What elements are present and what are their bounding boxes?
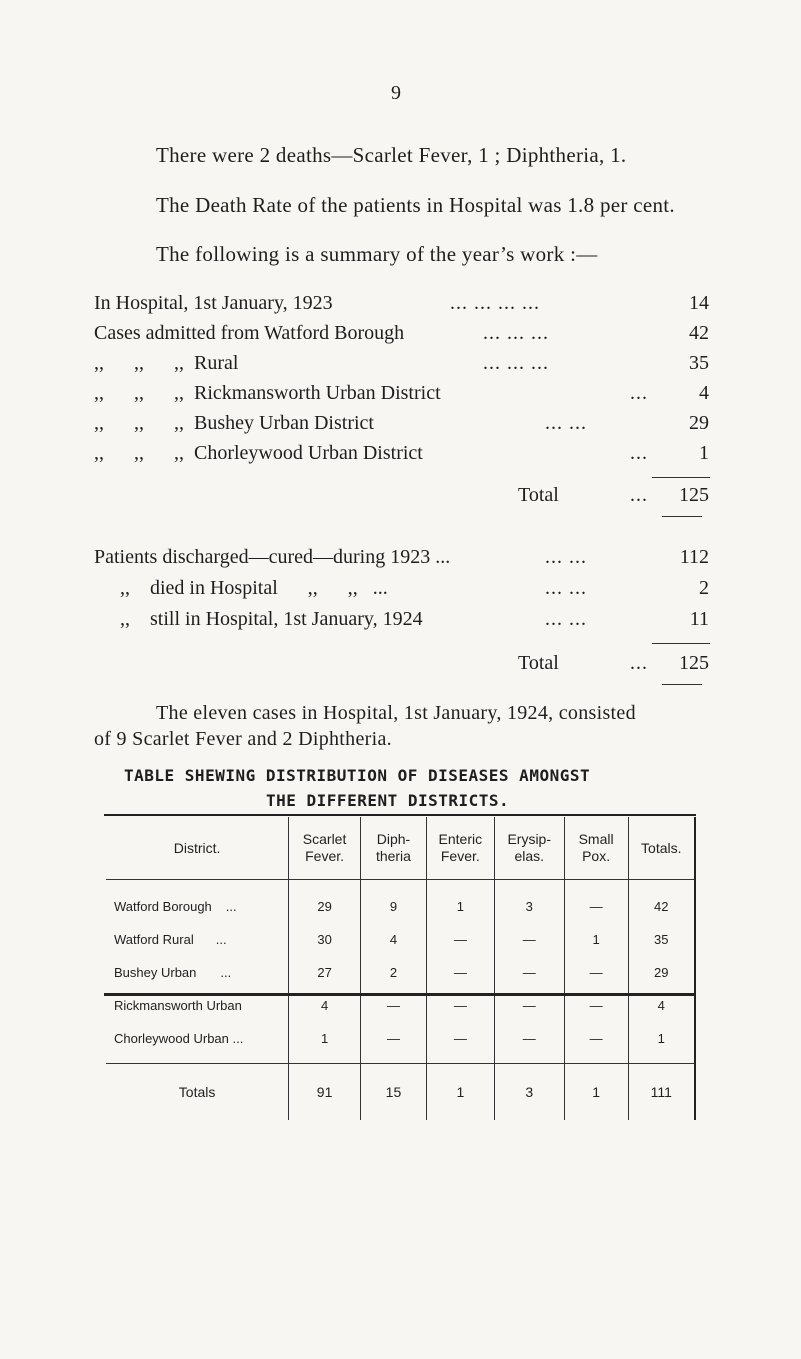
admissions-total-row — [0, 484, 801, 514]
admission-label: Cases admitted from Watford Borough — [94, 322, 405, 344]
leader-dots: ... ... — [545, 577, 587, 599]
total-diphtheria: 15 — [361, 1064, 427, 1121]
cell-total: 4 — [628, 989, 695, 1022]
cell-total: 1 — [628, 1022, 695, 1064]
cell-value: 29 — [289, 880, 361, 924]
cell-value: — — [494, 989, 564, 1022]
cell-value: — — [494, 956, 564, 989]
table-bottom-border — [104, 993, 696, 996]
total-enteric-fever: 1 — [426, 1064, 494, 1121]
discharges-total-row — [0, 652, 801, 682]
table-row — [106, 1022, 695, 1064]
cell-total: 35 — [628, 923, 695, 956]
totals-row — [106, 1064, 695, 1121]
district-name: Watford Borough — [114, 899, 212, 914]
col-header-small-pox: Small Pox. — [564, 817, 628, 880]
leader-dots: ... — [220, 965, 232, 980]
admission-row — [0, 322, 801, 352]
cell-value: — — [361, 989, 427, 1022]
district-cell — [106, 956, 289, 989]
discharge-row — [0, 546, 801, 576]
col-header-totals: Totals. — [628, 817, 695, 880]
total-small-pox: 1 — [564, 1064, 628, 1121]
eleven-cases-line2: of 9 Scarlet Fever and 2 Diphtheria. — [94, 728, 392, 750]
district-name: Rickmansworth Urban — [114, 998, 242, 1013]
admission-value: 35 — [689, 352, 709, 374]
admission-row — [0, 382, 801, 412]
cell-value: — — [426, 989, 494, 1022]
district-name: Watford Rural — [114, 932, 194, 947]
cell-value: 1 — [426, 880, 494, 924]
admission-value: 29 — [689, 412, 709, 434]
admission-value: 4 — [699, 382, 709, 404]
district-cell — [106, 880, 289, 924]
cell-value: 1 — [564, 923, 628, 956]
admission-row — [0, 412, 801, 442]
leader-dots: ... ... — [545, 608, 587, 630]
admission-label: ,, ,, ,, Chorleywood Urban District — [94, 442, 423, 464]
cell-value: 3 — [494, 880, 564, 924]
discharge-value: 11 — [689, 608, 709, 630]
cell-value: 2 — [361, 956, 427, 989]
cell-total: 29 — [628, 956, 695, 989]
cell-value: 30 — [289, 923, 361, 956]
summary-intro: The following is a summary of the year’s work :— — [156, 242, 598, 266]
distribution-table — [106, 817, 696, 1120]
sum-rule — [662, 684, 702, 685]
total-scarlet-fever: 91 — [289, 1064, 361, 1121]
col-header-scarlet-fever: Scarlet Fever. — [289, 817, 361, 880]
leader-dots: ... ... ... — [483, 322, 549, 344]
district-name: Chorleywood Urban ... — [114, 1031, 244, 1046]
leader-dots: ... ... ... — [483, 352, 549, 374]
admission-row — [0, 352, 801, 382]
totals-label: Totals — [106, 1064, 289, 1121]
cell-value: — — [494, 1022, 564, 1064]
cell-value: — — [426, 923, 494, 956]
page-number: 9 — [391, 82, 401, 104]
eleven-cases-line1: The eleven cases in Hospital, 1st January, 1924, consisted — [156, 702, 636, 724]
leader-dots: ... — [225, 899, 237, 914]
leader-dots: ... — [630, 442, 648, 464]
leader-dots: ... — [630, 652, 648, 674]
cell-value: 9 — [361, 880, 427, 924]
col-header-enteric-fever: Enteric Fever. — [426, 817, 494, 880]
admission-value: 1 — [699, 442, 709, 464]
table-top-border — [104, 814, 696, 816]
sum-rule — [652, 477, 710, 478]
cell-value: — — [564, 1022, 628, 1064]
leader-dots: ... ... — [545, 412, 587, 434]
col-header-diphtheria: Diph-theria — [361, 817, 427, 880]
cell-value: — — [426, 1022, 494, 1064]
cell-value: 27 — [289, 956, 361, 989]
admission-label: ,, ,, ,, Rickmansworth Urban District — [94, 382, 441, 404]
discharge-row — [0, 608, 801, 638]
leader-dots: ... — [630, 484, 648, 506]
death-rate-line: The Death Rate of the patients in Hospital was 1.8 per cent. — [156, 193, 675, 217]
discharge-label: ,, still in Hospital, 1st January, 1924 — [120, 608, 423, 630]
grand-total: 111 — [628, 1064, 695, 1121]
total-label: Total — [518, 484, 559, 506]
admission-value: 42 — [689, 322, 709, 344]
discharge-value: 112 — [679, 546, 709, 568]
admission-label: ,, ,, ,, Rural — [94, 352, 239, 374]
sum-rule — [652, 643, 710, 644]
table-header-row — [106, 817, 695, 880]
cell-value: 4 — [289, 989, 361, 1022]
admission-label: ,, ,, ,, Bushey Urban District — [94, 412, 374, 434]
deaths-line: There were 2 deaths—Scarlet Fever, 1 ; Diphtheria, 1. — [156, 143, 627, 167]
cell-value: 4 — [361, 923, 427, 956]
cell-value: — — [564, 880, 628, 924]
table-caption-line2: THE DIFFERENT DISTRICTS. — [266, 791, 510, 810]
discharges-total-value: 125 — [679, 652, 709, 674]
col-header-erysipelas: Erysip-elas. — [494, 817, 564, 880]
cell-value: — — [494, 923, 564, 956]
admission-label: In Hospital, 1st January, 1923 — [94, 292, 333, 314]
table-row — [106, 880, 695, 924]
admission-row — [0, 292, 801, 322]
leader-dots: ... — [215, 932, 227, 947]
table-row — [106, 956, 695, 989]
cell-value: 1 — [289, 1022, 361, 1064]
district-cell — [106, 1022, 289, 1064]
admission-row — [0, 442, 801, 472]
admissions-total-value: 125 — [679, 484, 709, 506]
district-name: Bushey Urban — [114, 965, 197, 980]
discharge-label: Patients discharged—cured—during 1923 ... — [94, 546, 451, 568]
district-cell — [106, 923, 289, 956]
cell-value: — — [564, 989, 628, 1022]
cell-value: — — [361, 1022, 427, 1064]
leader-dots: ... — [630, 382, 648, 404]
discharge-label: ,, died in Hospital ,, ,, ... — [120, 577, 388, 599]
cell-value: — — [426, 956, 494, 989]
table-row — [106, 923, 695, 956]
col-header-district: District. — [106, 817, 289, 880]
cell-total: 42 — [628, 880, 695, 924]
leader-dots: ... ... — [545, 546, 587, 568]
table-caption-line1: TABLE SHEWING DISTRIBUTION OF DISEASES AMONGST — [124, 766, 591, 785]
cell-value: — — [564, 956, 628, 989]
total-erysipelas: 3 — [494, 1064, 564, 1121]
sum-rule — [662, 516, 702, 517]
total-label: Total — [518, 652, 559, 674]
discharge-value: 2 — [699, 577, 709, 599]
leader-dots: ... ... ... ... — [450, 292, 540, 314]
discharge-row — [0, 577, 801, 607]
admission-value: 14 — [689, 292, 709, 314]
